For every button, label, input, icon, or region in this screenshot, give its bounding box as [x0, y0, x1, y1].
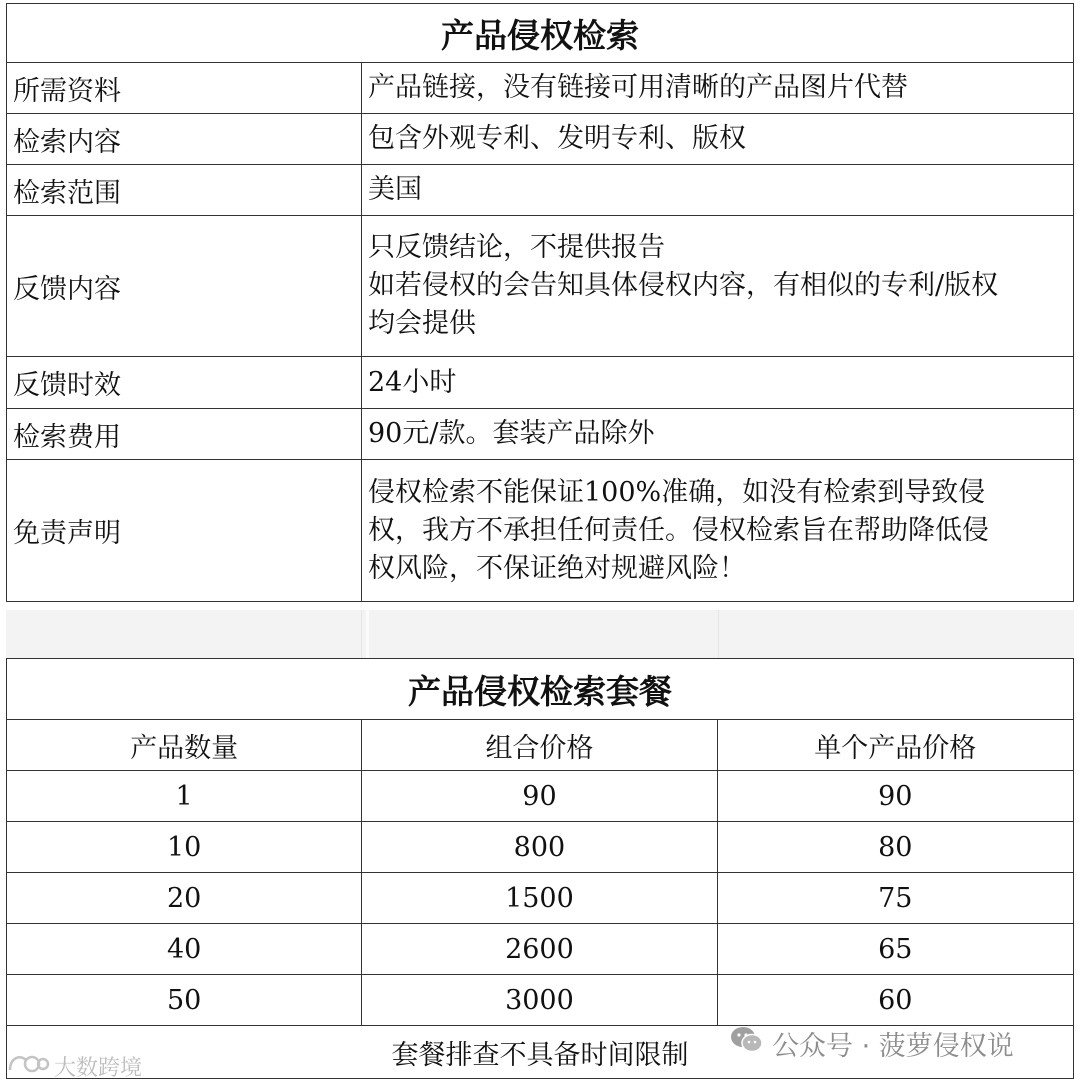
cell-unit-price: 90 [717, 771, 1073, 822]
cell-quantity: 20 [7, 873, 362, 924]
wechat-account-label: 公众号 · 菠萝侵权说 [772, 1031, 1014, 1062]
product-search-table [6, 3, 1074, 602]
cell-quantity: 50 [7, 975, 362, 1026]
row-value-content: 包含外观专利、发明专利、版权 [362, 114, 1074, 165]
cell-bundle-price: 800 [362, 822, 717, 873]
table-row [7, 975, 1074, 1026]
row-label-scope: 检索范围 [7, 165, 362, 216]
wechat-icon [730, 1025, 764, 1062]
table-row [7, 924, 1074, 975]
package-table [6, 658, 1074, 1079]
header-bundle-price: 组合价格 [362, 720, 717, 771]
row-label-content: 检索内容 [7, 114, 362, 165]
site-watermark-label: 大数跨境 [54, 1055, 143, 1081]
cell-unit-price: 60 [717, 975, 1073, 1026]
row-label-materials: 所需资料 [7, 63, 362, 114]
row-value-feedback: 只反馈结论，不提供报告 如若侵权的会告知具体侵权内容，有相似的专利/版权 均会提供 [362, 216, 1074, 357]
row-label-fee: 检索费用 [7, 409, 362, 460]
cell-bundle-price: 3000 [362, 975, 717, 1026]
row-value-fee: 90元/款。套装产品除外 [362, 409, 1074, 460]
row-value-scope: 美国 [362, 165, 1074, 216]
site-watermark [6, 1050, 142, 1082]
table-row [7, 771, 1074, 822]
cell-bundle-price: 1500 [362, 873, 717, 924]
row-value-timeliness: 24小时 [362, 357, 1074, 409]
table-row [7, 873, 1074, 924]
row-label-disclaimer: 免责声明 [7, 460, 362, 602]
package-footer-note: 套餐排查不具备时间限制 [7, 1026, 1074, 1079]
row-value-materials: 产品链接，没有链接可用清晰的产品图片代替 [362, 63, 1074, 114]
cell-bundle-price: 90 [362, 771, 717, 822]
header-quantity: 产品数量 [7, 720, 362, 771]
cell-unit-price: 80 [717, 822, 1073, 873]
row-label-feedback: 反馈内容 [7, 216, 362, 357]
row-value-disclaimer: 侵权检索不能保证100%准确，如没有检索到导致侵 权，我方不承担任何责任。侵权检索旨在帮助降低侵 权风险，不保证绝对规避风险！ [362, 460, 1074, 602]
table-row [7, 822, 1074, 873]
search-table-title: 产品侵权检索 [7, 4, 1074, 63]
cell-unit-price: 65 [717, 924, 1073, 975]
cell-unit-price: 75 [717, 873, 1073, 924]
cell-quantity: 1 [7, 771, 362, 822]
cell-bundle-price: 2600 [362, 924, 717, 975]
wechat-watermark [730, 1024, 1014, 1063]
spreadsheet-gap [6, 610, 1074, 658]
logo-icon [6, 1050, 50, 1082]
cell-quantity: 40 [7, 924, 362, 975]
package-table-title: 产品侵权检索套餐 [7, 659, 1074, 720]
row-label-timeliness: 反馈时效 [7, 357, 362, 409]
header-unit-price: 单个产品价格 [717, 720, 1073, 771]
cell-quantity: 10 [7, 822, 362, 873]
